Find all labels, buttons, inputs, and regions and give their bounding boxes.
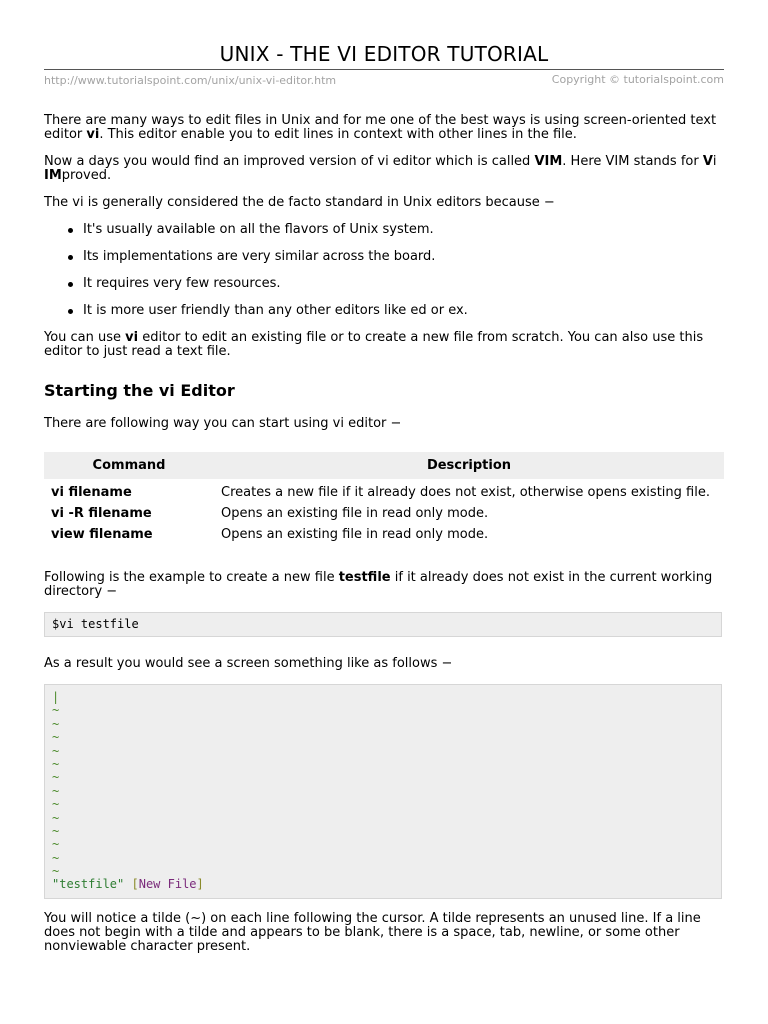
tilde-line: ~: [52, 730, 60, 745]
tilde-line: ~: [52, 783, 60, 798]
tilde-lines: [52, 704, 714, 878]
result-paragraph: As a result you would see a screen something like as follows −: [44, 656, 453, 671]
tilde-line: ~: [52, 864, 60, 879]
header-divider: [44, 69, 724, 70]
note-paragraph: You will notice a tilde (~) on each line following the cursor. A tilde represents an unused line. If a line does not begin with a tilde and appears to be blank, there is a space, tab, newline, or some other nonviewable character present.: [44, 910, 701, 954]
table-header-row: [44, 452, 724, 479]
header-description: Description: [214, 452, 724, 479]
section-intro: There are following way you can start using vi editor −: [44, 416, 402, 431]
table-row: [44, 521, 724, 542]
list-item: It is more user friendly than any other editors like ed or ex.: [83, 304, 724, 318]
vi-screen-block: [44, 684, 722, 899]
table-row: [44, 500, 724, 521]
status-line: "testfile" [New File]: [52, 877, 204, 892]
code-block: $vi testfile: [44, 612, 722, 637]
command-cell: view filename: [51, 527, 153, 542]
tilde-line: ~: [52, 797, 60, 812]
tilde-line: ~: [52, 703, 60, 718]
intro-paragraph-4: You can use vi editor to edit an existing file or to create a new file from scratch. You can also use this editor to just read a text file.: [44, 330, 704, 359]
intro-paragraph-2: Now a days you would find an improved version of vi editor which is called VIM. Here VIM stands for Vi IMproved.: [44, 154, 717, 183]
header-command: Command: [44, 452, 214, 479]
command-cell: vi -R filename: [51, 506, 152, 521]
copyright-notice: Copyright © tutorialspoint.com: [551, 73, 724, 86]
section-heading: Starting the vi Editor: [44, 381, 235, 400]
list-item: Its implementations are very similar across the board.: [83, 250, 724, 264]
intro-paragraph-1: There are many ways to edit files in Unix and for me one of the best ways is using screen-oriented text editor vi. This editor enable you to edit lines in context with other lines in the file.: [44, 113, 717, 142]
article-body: [44, 114, 724, 967]
tilde-line: ~: [52, 716, 60, 731]
description-cell: Opens an existing file in read only mode.: [221, 506, 489, 521]
description-cell: Opens an existing file in read only mode.: [221, 527, 489, 542]
reasons-list: [44, 223, 724, 318]
page-title: UNIX - THE VI EDITOR TUTORIAL: [219, 42, 549, 66]
list-item: It requires very few resources.: [83, 277, 724, 291]
list-item: It's usually available on all the flavors of Unix system.: [83, 223, 724, 237]
tilde-line: ~: [52, 850, 60, 865]
source-url[interactable]: http://www.tutorialspoint.com/unix/unix-vi-editor.htm: [44, 74, 337, 87]
tilde-line: ~: [52, 770, 60, 785]
description-cell: Creates a new file if it already does not exist, otherwise opens existing file.: [221, 485, 710, 500]
tilde-line: ~: [52, 837, 60, 852]
tilde-line: ~: [52, 743, 60, 758]
tilde-line: ~: [52, 823, 60, 838]
commands-table: [44, 452, 724, 542]
tilde-line: ~: [52, 756, 60, 771]
command-cell: vi filename: [51, 485, 132, 500]
cursor-line: |: [52, 690, 60, 704]
tilde-line: ~: [52, 810, 60, 825]
example-paragraph: Following is the example to create a new file testfile if it already does not exist in the current working directory −: [44, 570, 713, 599]
table-row: [44, 479, 724, 500]
intro-paragraph-3: The vi is generally considered the de facto standard in Unix editors because −: [44, 195, 555, 210]
